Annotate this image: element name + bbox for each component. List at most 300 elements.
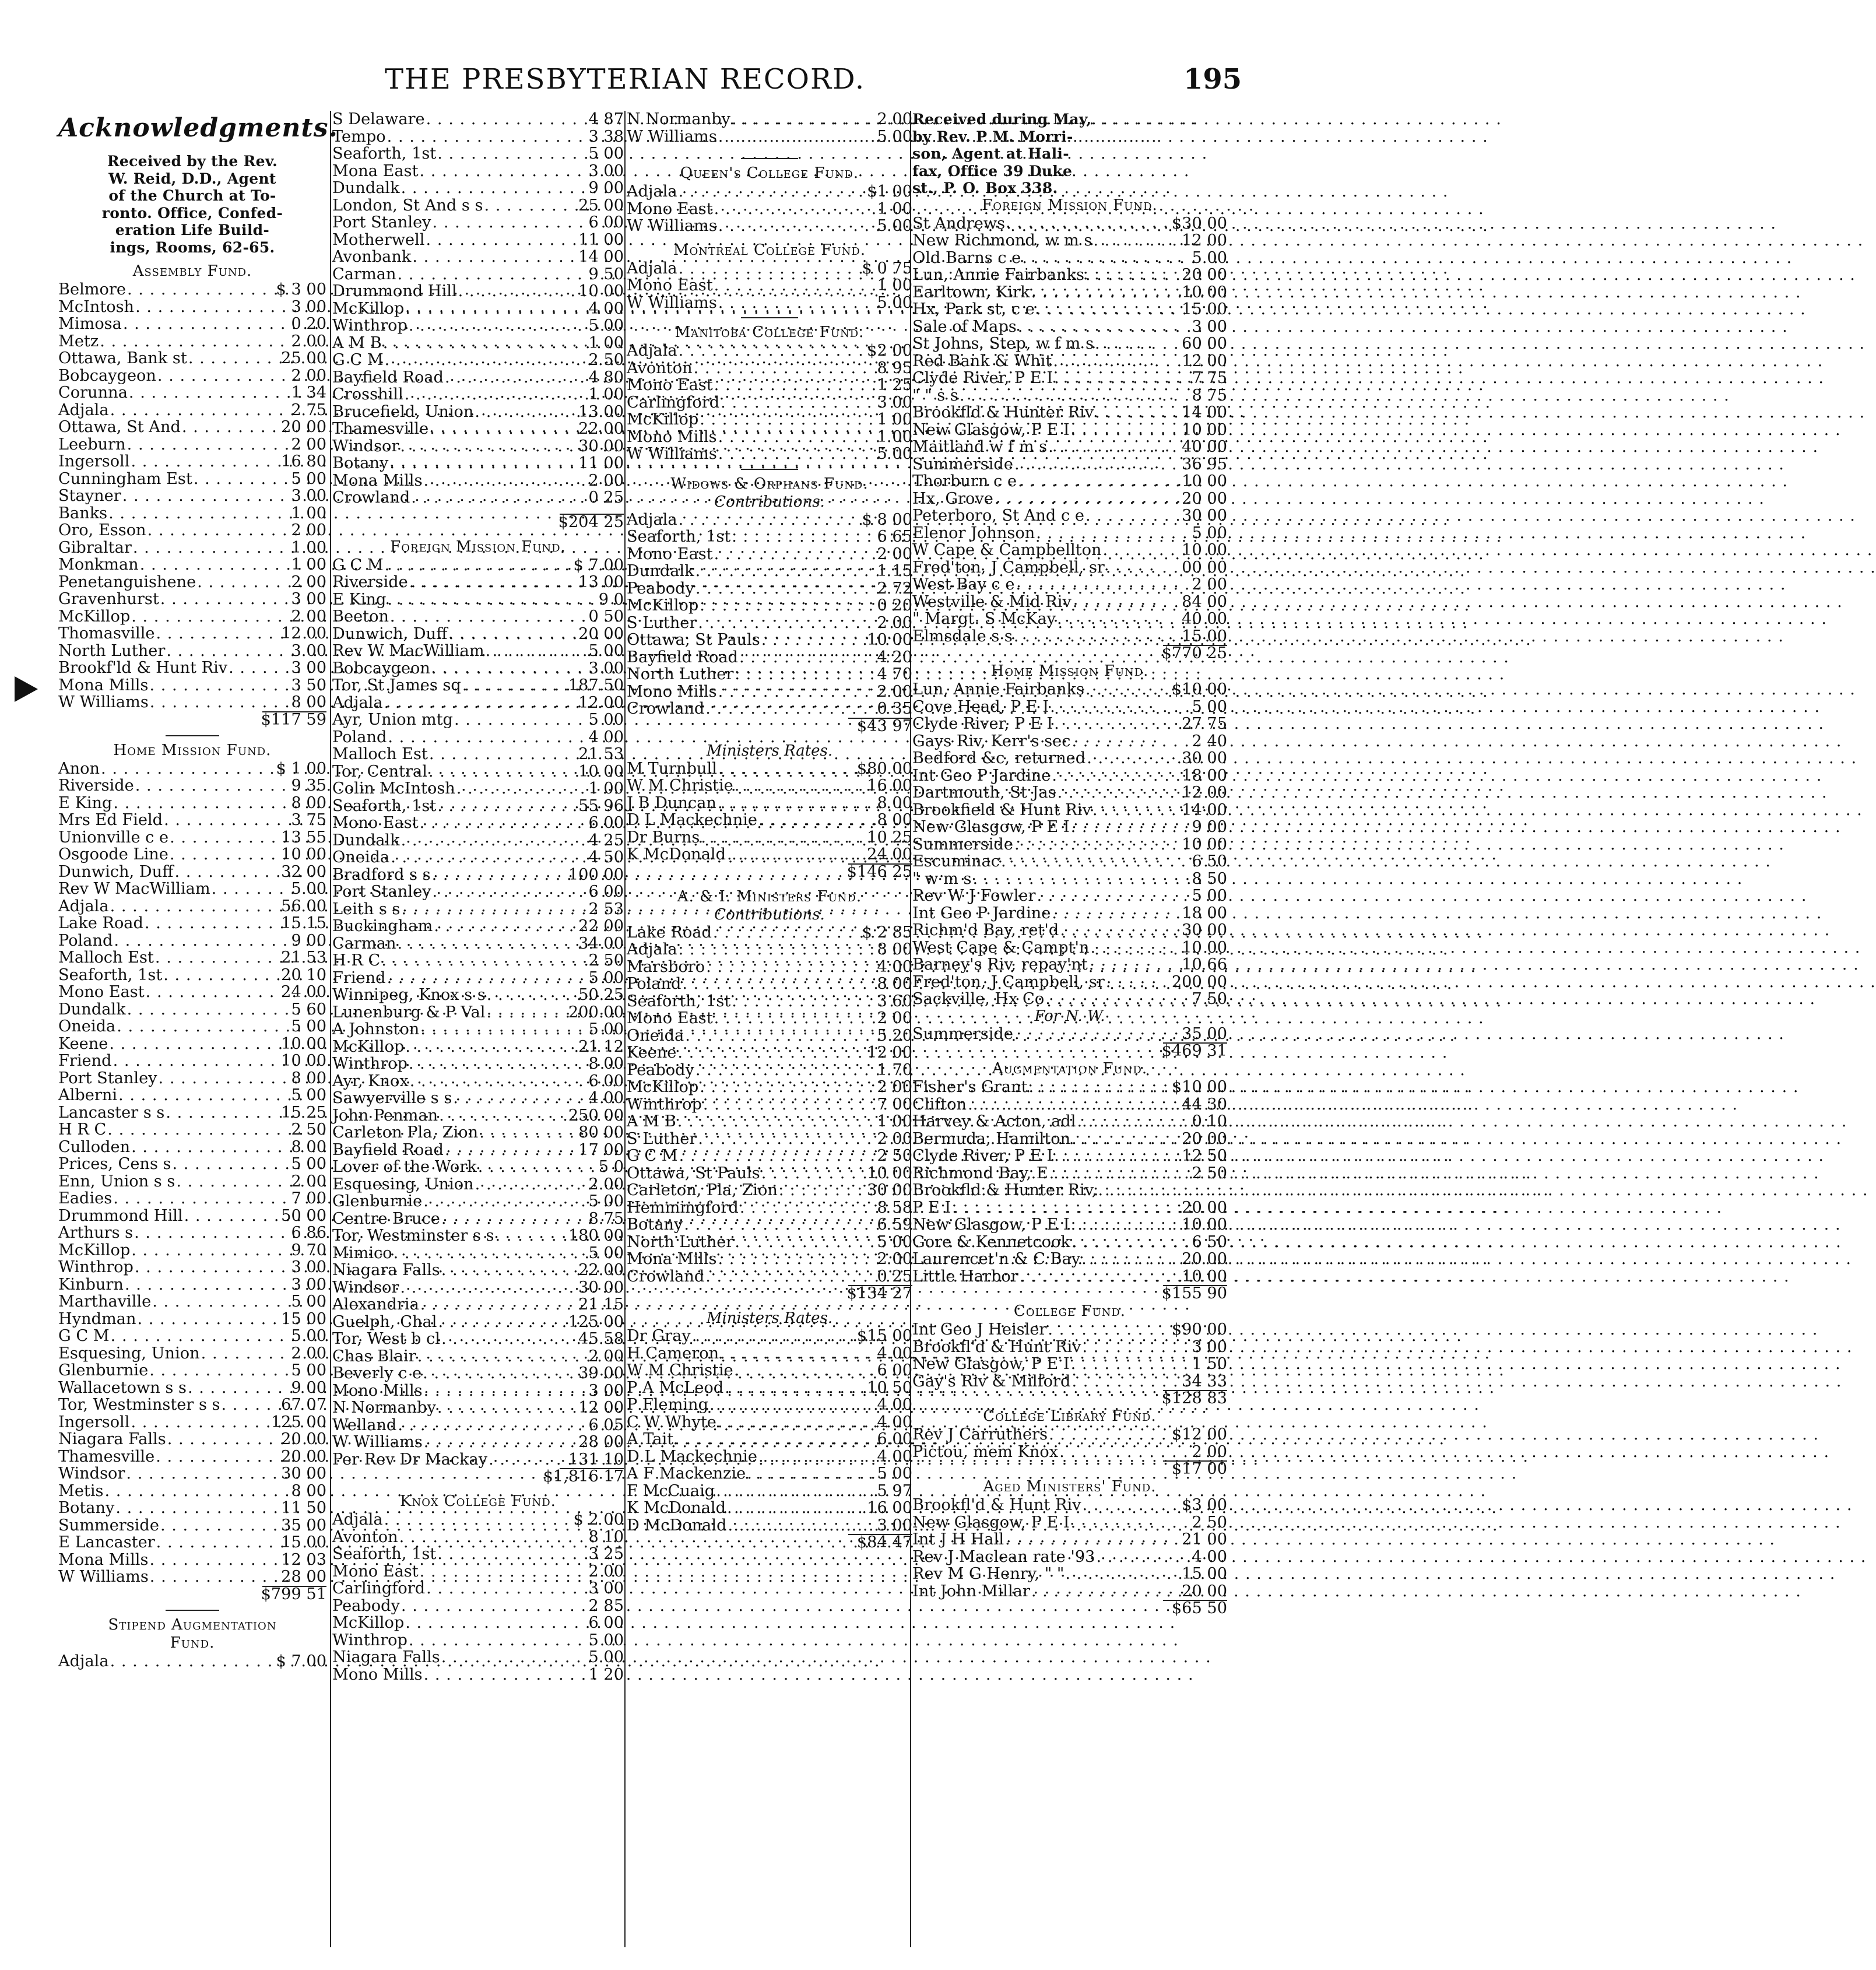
leader-dots xyxy=(117,1018,290,1035)
fund-heading: Augmentation Fund. xyxy=(992,1060,1148,1077)
entry-row xyxy=(912,456,1227,473)
leader-dots xyxy=(100,333,290,350)
entry-name: Ottawa, St Pauls xyxy=(627,1164,760,1182)
entry-row xyxy=(332,197,624,215)
entry-row xyxy=(332,1124,624,1142)
entry-name: Poland xyxy=(58,931,113,950)
leader-dots xyxy=(131,1139,290,1156)
entry-amount: 15 25 xyxy=(281,1103,326,1122)
entry-amount: 10 00 xyxy=(1182,283,1227,301)
leader-dots xyxy=(705,700,876,718)
entry-row xyxy=(912,1147,1227,1165)
leader-dots xyxy=(706,958,876,976)
entry-row xyxy=(332,952,624,970)
entry-name: Stayner xyxy=(58,487,121,505)
entry-name: Richmond Bay, E xyxy=(912,1164,1048,1182)
leader-dots xyxy=(390,608,587,626)
entry-row xyxy=(627,975,912,993)
entry-row xyxy=(58,1465,326,1483)
entry-row xyxy=(627,760,912,778)
entry-row xyxy=(58,967,326,984)
entry-amount: 0 10 xyxy=(1192,1112,1227,1130)
entry-name: Wallacetown s s xyxy=(58,1378,187,1397)
entry-amount: 5 20 xyxy=(877,1026,912,1045)
entry-row xyxy=(627,1465,912,1483)
entry-name: Centre Bruce xyxy=(332,1209,440,1228)
entry-row xyxy=(912,525,1227,542)
entry-row xyxy=(627,1483,912,1500)
leader-dots xyxy=(110,1653,275,1670)
entry-amount: 22 00 xyxy=(578,420,624,438)
entry-amount: 2 00 xyxy=(877,682,912,701)
leader-dots xyxy=(155,949,280,967)
entry-name: Brookfl'd & Hunt Riv xyxy=(912,1337,1081,1356)
entry-amount: 5 00 xyxy=(588,1244,624,1262)
leader-dots xyxy=(420,1563,588,1581)
leader-dots xyxy=(1036,525,1190,542)
leader-dots xyxy=(127,436,290,454)
entry-amount: 5 00 xyxy=(1192,248,1227,267)
entry-amount: 180 00 xyxy=(568,1227,624,1245)
entry-row xyxy=(58,1431,326,1448)
leader-dots xyxy=(735,1234,876,1251)
entry-amount: 13 00 xyxy=(578,402,624,421)
leader-dots xyxy=(1053,353,1181,370)
leader-dots xyxy=(428,763,577,781)
leader-dots xyxy=(441,1649,588,1666)
entry-row xyxy=(58,1190,326,1207)
entry-amount: 4 00 xyxy=(588,1089,624,1107)
leader-dots xyxy=(1085,266,1181,284)
entry-row xyxy=(58,1653,326,1670)
leader-dots xyxy=(123,315,290,333)
entry-row xyxy=(332,780,624,798)
entry-row xyxy=(332,180,624,197)
fund-heading: Home Mission Fund. xyxy=(113,741,272,759)
entry-amount: 10 50 xyxy=(867,1378,912,1397)
entry-name: Peabody xyxy=(627,579,694,598)
entry-amount: 36 95 xyxy=(1182,455,1227,473)
entry-row xyxy=(58,846,326,863)
entry-amount: 3 00 xyxy=(877,1516,912,1534)
leader-dots xyxy=(758,812,876,829)
leader-dots xyxy=(1065,1565,1181,1583)
entry-name: Belmore xyxy=(58,280,126,299)
entry-amount: 5 00 xyxy=(588,1192,624,1210)
entry-amount: 44 30 xyxy=(1182,1095,1227,1114)
entry-name: Mono East xyxy=(627,199,713,218)
entry-row xyxy=(332,918,624,935)
entry-row xyxy=(332,420,624,438)
leader-dots xyxy=(721,394,876,412)
entry-name: McKillop xyxy=(58,607,131,626)
entry-amount: 5 0 xyxy=(598,1158,624,1176)
entry-row xyxy=(627,1251,912,1268)
leader-dots xyxy=(1045,991,1190,1008)
entry-amount: 8 00 xyxy=(877,811,912,829)
entry-name: A M B xyxy=(332,333,382,352)
leader-dots xyxy=(462,677,567,694)
entry-row xyxy=(912,1026,1227,1043)
leader-dots xyxy=(695,563,876,580)
entry-amount: 2 00 xyxy=(291,521,326,539)
entry-row xyxy=(912,542,1227,559)
entry-name: McKillop xyxy=(627,596,699,614)
entry-amount: 5 97 xyxy=(877,1481,912,1500)
entry-amount: 21 12 xyxy=(578,1037,624,1056)
entry-row xyxy=(332,111,624,128)
leader-dots xyxy=(677,1113,876,1130)
entry-amount: 50 25 xyxy=(578,986,624,1004)
entry-amount: 10 00 xyxy=(1182,420,1227,439)
leader-dots xyxy=(718,760,856,778)
entry-row xyxy=(58,915,326,932)
entry-name: Malloch Est xyxy=(58,949,154,967)
entry-row xyxy=(332,455,624,472)
leader-dots xyxy=(110,898,280,915)
entry-amount: 40 00 xyxy=(1182,438,1227,456)
entry-row xyxy=(912,1444,1227,1461)
entry-row xyxy=(912,991,1227,1008)
entry-amount: 2 00 xyxy=(588,1175,624,1193)
fund-total: $65 50 xyxy=(912,1600,1227,1618)
entry-amount: 39 00 xyxy=(578,1364,624,1382)
entry-amount: 5 00 xyxy=(291,1086,326,1104)
leader-dots xyxy=(698,614,876,632)
agent-note-line: W. Reid, D.D., Agent xyxy=(108,170,276,187)
entry-amount: 5 00 xyxy=(588,145,624,163)
leader-dots xyxy=(718,128,876,146)
leader-dots xyxy=(126,1465,280,1483)
entry-name: Winthrop xyxy=(332,1055,407,1073)
entry-row xyxy=(332,677,624,694)
leader-dots xyxy=(960,387,1191,405)
entry-name: Corunna xyxy=(58,384,128,402)
entry-name: Mono East xyxy=(627,376,713,394)
leader-dots xyxy=(740,1199,876,1217)
leader-dots xyxy=(156,1534,280,1551)
entry-name: Mono East xyxy=(332,814,419,832)
leader-dots xyxy=(426,111,588,128)
entry-name: Glenburnie xyxy=(332,1192,423,1210)
leader-dots xyxy=(725,1379,866,1397)
entry-row xyxy=(332,1073,624,1090)
leader-dots xyxy=(384,694,578,712)
entry-row xyxy=(58,470,326,488)
entry-amount: 2 00 xyxy=(1192,1442,1227,1461)
leader-dots xyxy=(409,317,588,335)
entry-row xyxy=(912,1216,1227,1234)
leader-dots xyxy=(487,986,577,1004)
leader-dots xyxy=(679,941,876,958)
entry-amount: 3 00 xyxy=(291,641,326,660)
entry-row xyxy=(627,993,912,1010)
leader-dots xyxy=(700,597,876,614)
entry-row xyxy=(332,711,624,729)
leader-dots xyxy=(496,1227,567,1245)
fund-heading: Foreign Mission Fund. xyxy=(390,538,566,556)
entry-amount: 5 00 xyxy=(291,1155,326,1173)
entry-name: Brookfield & Hunt Riv xyxy=(912,800,1091,819)
leader-dots xyxy=(150,1568,280,1586)
leader-dots xyxy=(1106,974,1171,991)
entry-amount: 30 00 xyxy=(1182,507,1227,525)
entry-name: Elenor Johnson xyxy=(912,524,1035,542)
entry-amount: 4 00 xyxy=(588,728,624,746)
entry-amount: 5 00 xyxy=(877,217,912,235)
leader-dots xyxy=(453,1090,587,1107)
leader-dots xyxy=(1001,853,1190,870)
entry-row xyxy=(332,1262,624,1279)
entry-row xyxy=(332,626,624,643)
leader-dots xyxy=(170,829,280,847)
entry-name: K McDonald xyxy=(627,845,726,863)
entry-amount: $ 2 00 xyxy=(573,1511,624,1529)
entry-name: Buckingham xyxy=(332,917,433,935)
entry-name: Sawyerville s s xyxy=(332,1089,452,1107)
entry-name: Thamesville xyxy=(58,1447,155,1466)
entry-name: E Lancaster xyxy=(58,1533,155,1551)
entry-name: K McDonald xyxy=(627,1499,726,1517)
fund-total: $117 59 xyxy=(58,711,326,729)
entry-amount: 16 00 xyxy=(867,777,912,795)
entry-name: Avonton xyxy=(627,359,693,377)
leader-dots xyxy=(1096,1548,1190,1566)
entry-amount: 24 00 xyxy=(867,845,912,863)
entry-amount: 2 50 xyxy=(588,351,624,369)
entry-name: Kinburn xyxy=(58,1275,124,1294)
entry-amount: 100 00 xyxy=(568,865,624,884)
entry-name: Int J H Hall xyxy=(912,1530,1004,1548)
leader-dots xyxy=(1095,404,1181,422)
entry-name: Lover of the Work xyxy=(332,1158,477,1176)
entry-row xyxy=(912,1113,1227,1130)
leader-dots xyxy=(387,128,588,146)
leader-dots xyxy=(456,780,588,798)
entry-name: Hemmingford xyxy=(627,1198,739,1217)
entry-row xyxy=(912,1079,1227,1096)
entry-row xyxy=(912,819,1227,836)
entry-name: Leith s s xyxy=(332,900,401,918)
leader-dots xyxy=(163,967,280,984)
entry-amount: 20 00 xyxy=(578,624,624,643)
entry-row xyxy=(332,163,624,180)
leader-dots xyxy=(1083,1497,1181,1514)
entry-name: Adjala xyxy=(627,510,677,529)
entry-name: Dartmouth, St Jas xyxy=(912,784,1056,802)
entry-row xyxy=(912,610,1227,628)
leader-dots xyxy=(1071,1514,1191,1532)
entry-name: " w m s xyxy=(912,869,972,888)
entry-amount: 9 00 xyxy=(291,931,326,950)
entry-amount: 4 20 xyxy=(877,648,912,666)
entry-amount: 27 75 xyxy=(1182,715,1227,733)
entry-row xyxy=(58,795,326,812)
leader-dots xyxy=(1050,698,1190,716)
entry-name: Rev W MacWilliam xyxy=(332,642,484,660)
entry-name: Summerside xyxy=(912,1024,1013,1043)
entry-name: Monkman xyxy=(58,556,139,574)
entry-amount: 9 00 xyxy=(1192,818,1227,836)
entry-name: Adjala xyxy=(627,259,677,278)
entry-amount: 45 58 xyxy=(578,1330,624,1348)
entry-name: John Penman xyxy=(332,1106,438,1125)
entry-row xyxy=(58,453,326,470)
leader-dots xyxy=(122,487,290,505)
leader-dots xyxy=(1092,802,1181,819)
leader-dots xyxy=(420,1021,587,1038)
leader-dots xyxy=(101,760,275,778)
entry-name: Mono East xyxy=(627,1009,713,1027)
entry-amount: 0 20 xyxy=(877,596,912,614)
leader-dots xyxy=(113,795,290,812)
fund-heading: College Fund. xyxy=(1013,1302,1126,1320)
entry-name: P E I xyxy=(912,1198,951,1217)
entry-name: Adjala xyxy=(58,897,109,915)
entry-name: West Bay c e xyxy=(912,575,1015,594)
entry-row xyxy=(912,922,1227,939)
entry-name: M Turnbull xyxy=(627,759,717,778)
entry-amount: 8 00 xyxy=(877,975,912,993)
entry-amount: 15 00 xyxy=(1182,1565,1227,1583)
entry-amount: 9 0 xyxy=(598,590,624,609)
entry-row xyxy=(58,1207,326,1225)
entry-name: Tempo xyxy=(332,127,386,146)
entry-row xyxy=(58,760,326,778)
leader-dots xyxy=(1106,559,1181,577)
entry-row xyxy=(627,394,912,412)
fund-total: $146 25 xyxy=(627,863,912,882)
entry-name: Rev M G Henry, " " xyxy=(912,1565,1065,1583)
entry-name: D L Mackechnie xyxy=(627,811,758,829)
leader-dots xyxy=(761,1165,866,1182)
entry-row xyxy=(332,403,624,421)
leader-dots xyxy=(747,1465,876,1483)
entry-amount: 30 00 xyxy=(1182,749,1227,767)
entry-amount: 6 50 xyxy=(1192,852,1227,870)
leader-dots xyxy=(423,1193,587,1210)
leader-dots xyxy=(972,870,1190,888)
leader-dots xyxy=(432,866,567,884)
agent-note-line: ronto. Office, Confed- xyxy=(101,204,283,222)
entry-amount: 84 00 xyxy=(1182,592,1227,611)
leader-dots xyxy=(424,1666,588,1684)
entry-name: Seaforth, 1st xyxy=(332,145,437,163)
entry-amount: 10 00 xyxy=(867,1164,912,1182)
entry-name: S Luther xyxy=(627,613,697,632)
leader-dots xyxy=(201,1345,290,1363)
entry-row xyxy=(58,880,326,898)
entry-amount: 13 00 xyxy=(578,573,624,591)
subheading: Contributions. xyxy=(714,493,825,511)
entry-name: Keene xyxy=(627,1044,677,1062)
leader-dots xyxy=(401,180,588,197)
entry-row xyxy=(627,666,912,683)
entry-name: Tor, West b cl xyxy=(332,1330,440,1348)
entry-row xyxy=(627,1345,912,1363)
leader-dots xyxy=(173,1156,290,1173)
entry-name: Lake Road xyxy=(627,923,712,942)
leader-dots xyxy=(441,1210,588,1228)
entry-name: Prices, Cens s xyxy=(58,1155,171,1173)
entry-name: Carman xyxy=(332,934,396,953)
entry-row xyxy=(332,935,624,953)
entry-amount: 2 53 xyxy=(588,900,624,918)
entry-row xyxy=(912,1514,1227,1532)
leader-dots xyxy=(475,403,577,421)
leader-dots xyxy=(1016,576,1190,594)
entry-name: Winthrop xyxy=(332,1631,407,1649)
leader-dots xyxy=(1054,1147,1181,1165)
entry-name: Peabody xyxy=(627,1061,694,1079)
entry-row xyxy=(627,1096,912,1114)
entry-name: Seaforth, 1st xyxy=(332,1545,437,1563)
entry-row xyxy=(332,283,624,300)
entry-amount: 5 60 xyxy=(291,1000,326,1019)
entry-name: Sale of Maps xyxy=(912,317,1017,336)
entry-name: Gravenhurst xyxy=(58,590,159,608)
entry-amount: 4 00 xyxy=(1192,1547,1227,1566)
entry-amount: 8 00 xyxy=(291,1069,326,1087)
entry-name: Bobcaygeon xyxy=(58,366,156,385)
leader-dots xyxy=(1060,922,1181,939)
entry-amount: 2 72 xyxy=(877,579,912,598)
leader-dots xyxy=(118,1087,290,1104)
leader-dots xyxy=(194,470,290,488)
entry-row xyxy=(58,1483,326,1500)
entry-row xyxy=(58,1362,326,1379)
entry-row xyxy=(627,924,912,942)
entry-amount: 20 00 xyxy=(1182,1582,1227,1600)
entry-amount: 6 50 xyxy=(1192,1232,1227,1251)
leader-dots xyxy=(1071,1356,1191,1373)
entry-row xyxy=(332,1142,624,1159)
entry-row xyxy=(912,939,1227,957)
entry-amount: 6 86 xyxy=(291,1224,326,1242)
leader-dots xyxy=(1073,594,1181,611)
leader-dots xyxy=(1054,715,1181,733)
entry-amount: 21 53 xyxy=(578,745,624,763)
entry-amount: 3 00 xyxy=(877,393,912,412)
leader-dots xyxy=(405,386,588,403)
entry-name: New Glasgow, P E I xyxy=(912,1513,1070,1532)
entry-row xyxy=(58,419,326,436)
entry-name: Rev J Maclean rate '93 xyxy=(912,1547,1095,1566)
entry-row xyxy=(58,1276,326,1294)
entry-row xyxy=(627,631,912,649)
entry-amount: 1 00 xyxy=(877,410,912,429)
leader-dots xyxy=(159,1070,290,1087)
entry-name: Leeburn xyxy=(58,435,126,454)
entry-amount: 5 00 xyxy=(291,469,326,488)
leader-dots xyxy=(1022,250,1190,267)
entry-amount: 3 00 xyxy=(291,590,326,608)
leader-dots xyxy=(107,1121,290,1139)
leader-dots xyxy=(125,1276,290,1294)
entry-amount: 5 00 xyxy=(291,880,326,898)
leader-dots xyxy=(679,342,866,360)
entry-name: Hx, Park st, c e xyxy=(912,300,1035,318)
entry-row xyxy=(58,1001,326,1019)
entry-name: A F Mackenzie xyxy=(627,1465,746,1483)
entry-amount: 2 00 xyxy=(588,471,624,490)
entry-name: Lun, Annie Fairbanks xyxy=(912,680,1084,698)
entry-row xyxy=(912,1199,1227,1217)
entry-name: Avonton xyxy=(332,1527,398,1546)
entry-name: Clyde River, P E I xyxy=(912,715,1053,733)
leader-dots xyxy=(1095,335,1181,353)
entry-name: Lun, Annie Fairbanks xyxy=(912,266,1084,284)
